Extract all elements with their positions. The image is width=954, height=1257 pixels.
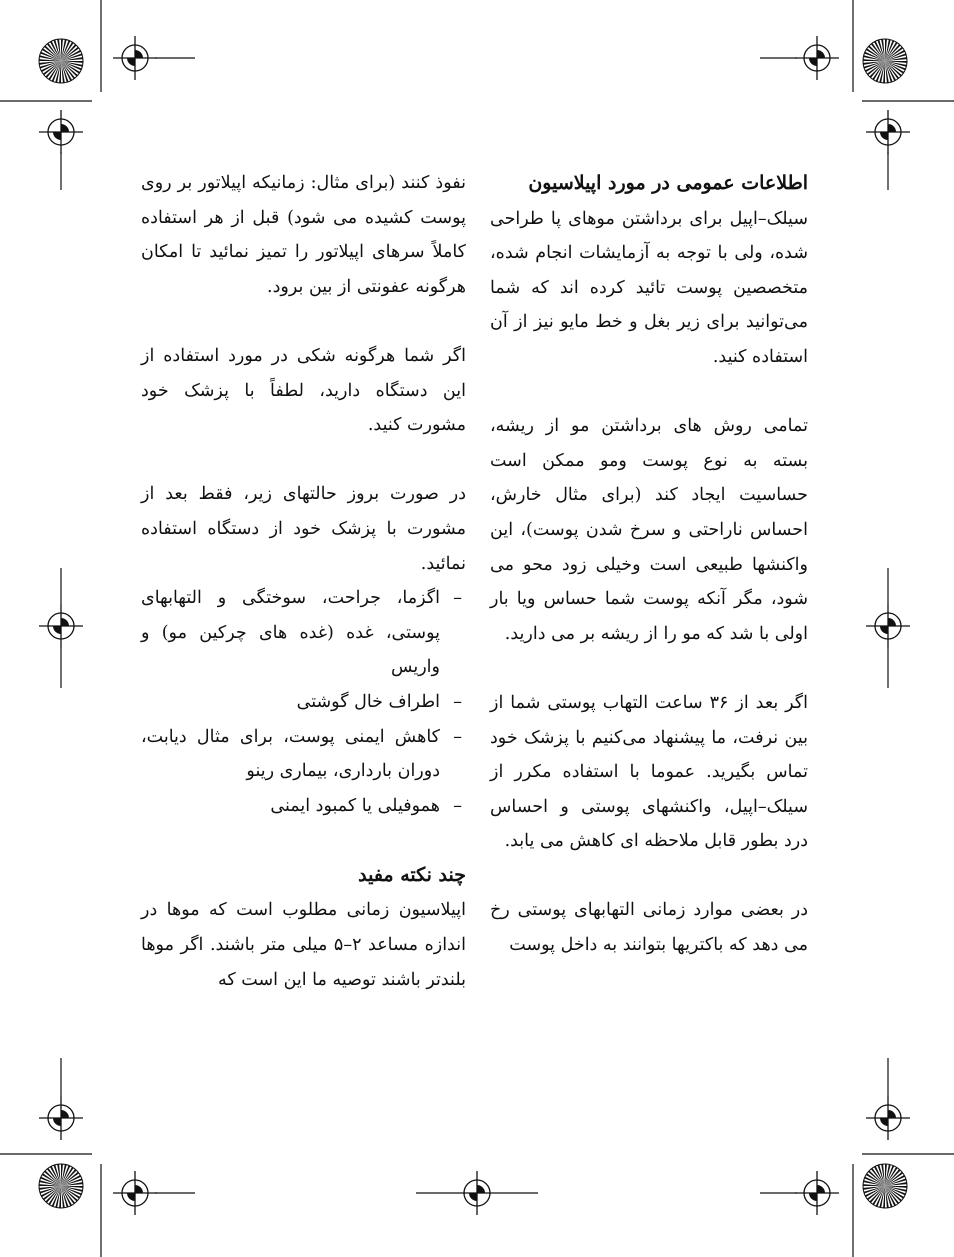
section-general-info — [490, 166, 808, 375]
list-item: – اطراف خال گوشتی — [296, 691, 462, 712]
section-heading-useful-tips: چند نکته مفید — [358, 863, 466, 886]
paragraph-irritation-advice: اگر بعد از ۳۶ ساعت التهاب پوستی شما از بین نرفت، ما پیشنهاد می‌کنیم با پزشک خود تماس بگیرید. عموما با استفاده مکرر از سیلک–اپیل، واکنشهای پوستی و احساس درد بطور قابل ملاحظه ای کاهش می یابد. — [490, 692, 808, 852]
paragraph-skin-reactions: تمامی روش های برداشتن مو از ریشه، بسته به نوع پوست ومو ممکن است حساسیت ایجاد کند (برای مثال خارش، احساس ناراحتی و سرخ شدن پوست)، این واکنشها طبیعی است وخیلی زود محو می شود، مگر آنکه پوست شما حساس ویا بار اولی با شد که مو را از ریشه بر می دارید. — [490, 416, 808, 644]
paragraph-bacteria: در بعضی موارد زمانی التهابهای پوستی رخ می دهد که باکتریها بتوانند به داخل پوست — [490, 900, 808, 956]
paragraph-infection-cleaning: نفوذ کنند (برای مثال: زمانیکه اپیلاتور بر روی پوست کشیده می شود) قبل از هر استفاده کاملاً سرهای اپیلاتور را تمیز نمائید تا امکان هرگونه عفونتی از بین برود. — [141, 173, 466, 297]
list-item: – اگزما، جراحت، سوختگی و التهابهای پوستی، غده (غده های چرکین مو) و واریس — [141, 588, 462, 678]
list-item: – هموفیلی یا کمبود ایمنی — [270, 795, 462, 816]
paragraph-hair-length: اپیلاسیون زمانی مطلوب است که موها در اندازه مساعد ۲–۵ میلی متر باشند. اگر موها بلندتر باشند توصیه ما این است که — [141, 900, 466, 990]
section-heading-general-info: اطلاعات عمومی در مورد اپیلاسیون — [528, 172, 808, 194]
section-useful-tips — [141, 858, 466, 997]
paragraph-usage-areas: سیلک–اپیل برای برداشتن موهای پا طراحی شده، ولی با توجه به آزمایشات انجام شده، متخصصین پوست تائید کرده اند که شما می‌توانید برای زیر بغل و خط مایو نیز از آن استفاده کنید. — [490, 208, 808, 367]
conditions-list — [141, 581, 466, 823]
paragraph-conditions-intro: در صورت بروز حالتهای زیر، فقط بعد از مشورت با پزشک خود از دستگاه استفاده نمائید. — [141, 484, 466, 574]
list-item: – کاهش ایمنی پوست، برای مثال دیابت، دوران بارداری، بیماری رینو — [141, 726, 462, 782]
right-column — [490, 166, 808, 963]
left-column — [141, 166, 466, 997]
paragraph-consult-doctor: اگر شما هرگونه شکی در مورد استفاده از این دستگاه دارید، لطفاً با پزشک خود مشورت کنید. — [141, 345, 466, 436]
